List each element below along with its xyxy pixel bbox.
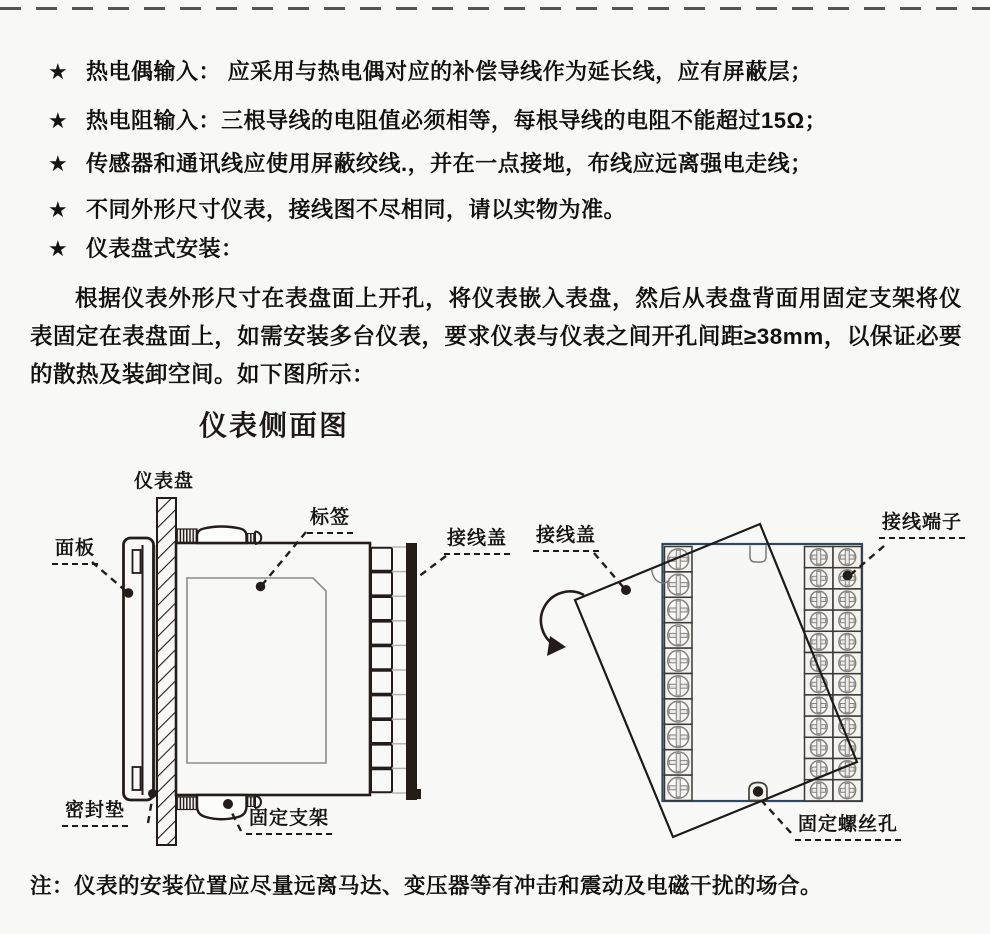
screw-head-icon (668, 600, 689, 621)
terminal-cell (805, 695, 834, 716)
instrument-body (176, 543, 370, 795)
terminal-cell (833, 653, 862, 674)
terminal-cell (371, 769, 392, 792)
terminal-cell (805, 568, 834, 589)
bullet-list (48, 58, 968, 262)
terminal-cell (805, 610, 834, 631)
label-sticker: 标签 (307, 508, 353, 534)
bullet-item (48, 107, 968, 134)
label-fixing-bracket: 固定支架 (246, 809, 332, 835)
fixing-bracket-bottom (197, 795, 247, 819)
terminal-cell (665, 674, 693, 699)
terminal-cell (805, 674, 834, 695)
label-front-panel: 面板 (52, 539, 98, 565)
label-seal-gasket: 密封垫 (62, 801, 128, 827)
screw-head-icon (810, 549, 827, 566)
bullet-item (48, 196, 968, 223)
bullet-item (48, 235, 968, 262)
rotation-arrow (541, 591, 584, 646)
terminal-cell (371, 695, 392, 718)
terminal-cell (805, 716, 834, 737)
star-bullet-icon: ★ (48, 59, 68, 84)
screw-head-icon (668, 777, 689, 798)
screw-head-icon (839, 655, 856, 672)
terminal-cell (371, 646, 392, 669)
screw-head-icon (839, 549, 856, 566)
terminal-cell (371, 572, 392, 595)
label-terminal-block: 接线端子 (879, 513, 965, 539)
wiring-cover-tilted (575, 524, 857, 837)
bullet-item (48, 58, 968, 85)
fixing-screw-hole-shape (749, 783, 767, 801)
label-panel-board: 仪表盘 (134, 471, 195, 492)
terminal-cell (833, 737, 862, 758)
screw-head-icon (839, 718, 856, 735)
terminal-cell (833, 759, 862, 780)
screw-head-icon (668, 676, 689, 697)
leader-lines (92, 532, 446, 831)
terminal-cell (805, 547, 834, 568)
label-fixing-screw-hole: 固定螺丝孔 (795, 815, 901, 841)
screw-head-icon (668, 701, 689, 722)
back-view-diagram (541, 524, 884, 837)
terminal-cell (833, 610, 862, 631)
screw-head-icon (839, 676, 856, 693)
instrument-back-body (663, 544, 863, 801)
screw-head-icon (839, 740, 856, 757)
terminal-cell (665, 648, 693, 673)
terminal-cell (371, 597, 392, 620)
terminal-cell (833, 674, 862, 695)
screw-head-icon (810, 782, 827, 799)
screw-head-icon (810, 740, 827, 757)
bullet-text: 不同外形尺寸仪表，接线图不尽相同，请以实物为准。 (86, 197, 627, 222)
screw-head-icon (839, 591, 856, 608)
screw-head-icon (668, 549, 689, 570)
terminal-cell (665, 572, 693, 597)
sticker-area (187, 578, 326, 763)
terminal-cell (833, 780, 862, 801)
screw-head-icon (668, 625, 689, 646)
terminal-cell (805, 737, 834, 758)
terminal-cell (371, 548, 392, 571)
screw-head-icon (839, 612, 856, 629)
screw-head-icon (810, 676, 827, 693)
label-wiring-cover-right: 接线盖 (533, 526, 599, 552)
terminal-cell (371, 720, 392, 743)
front-panel-bezel (124, 538, 154, 800)
terminal-cell (805, 759, 834, 780)
screw-head-icon (810, 570, 827, 587)
side-view-diagram (92, 498, 446, 845)
terminal-cell (665, 597, 693, 622)
fixing-bracket-top (197, 527, 247, 544)
terminal-cell (833, 568, 862, 589)
screw-head-icon (668, 650, 689, 671)
screw-head-icon (810, 655, 827, 672)
bullet-text: 热电偶输入： 应采用与热电偶对应的补偿导线作为延长线，应有屏蔽层； (86, 59, 813, 84)
terminal-cell (371, 745, 392, 768)
screw-head-icon (839, 634, 856, 651)
note-text: 注：仪表的安装位置应尽量远离马达、变压器等有冲击和震动及电磁干扰的场合。 (30, 874, 823, 898)
bullet-text: 传感器和通讯线应使用屏蔽绞线.，并在一点接地，布线应远离强电走线； (86, 151, 813, 176)
seal-gasket-shape (149, 545, 157, 795)
terminal-cell (665, 547, 693, 572)
terminal-cell (665, 775, 693, 800)
star-bullet-icon: ★ (48, 151, 68, 176)
screw-head-icon (668, 574, 689, 595)
star-bullet-icon: ★ (48, 108, 68, 133)
star-bullet-icon: ★ (48, 197, 68, 222)
bullet-item (48, 150, 968, 177)
star-bullet-icon: ★ (48, 236, 68, 261)
bullet-text: 仪表盘式安装： (86, 236, 244, 261)
terminal-cell (805, 653, 834, 674)
terminal-blocks (665, 547, 862, 801)
installation-paragraph: 根据仪表外形尺寸在表盘面上开孔，将仪表嵌入表盘，然后从表盘背面用固定支架将仪表固定在表盘面上，如需安装多台仪表，要求仪表与仪表之间开孔间距≥38mm，以保证必要的散热及装卸空间。如下图所示： (30, 286, 962, 387)
side-terminal-strip (371, 547, 406, 793)
screw-head-icon (839, 697, 856, 714)
terminal-cell (833, 631, 862, 652)
terminal-cell (833, 695, 862, 716)
terminal-cell (665, 623, 693, 648)
terminal-cell (805, 780, 834, 801)
diagram-title: 仪表侧面图 (199, 411, 350, 442)
leader-lines (594, 546, 884, 834)
screw-head-icon (839, 570, 856, 587)
terminal-cell (665, 724, 693, 749)
terminal-cell (665, 699, 693, 724)
screw-head-icon (839, 782, 856, 799)
terminal-cell (665, 750, 693, 775)
terminal-cell (833, 589, 862, 610)
terminal-cell (805, 589, 834, 610)
top-dashed-divider (0, 7, 990, 10)
terminal-cell (833, 716, 862, 737)
screw-head-icon (839, 761, 856, 778)
screw-head-icon (810, 697, 827, 714)
screw-head-icon (810, 591, 827, 608)
screw-head-icon (810, 718, 827, 735)
terminal-cell (833, 547, 862, 568)
panel-board-hatched-bar (157, 498, 176, 845)
terminal-cell (371, 671, 392, 694)
screw-head-icon (810, 634, 827, 651)
screw-head-icon (810, 761, 827, 778)
terminal-cell (371, 622, 392, 645)
screw-head-icon (668, 752, 689, 773)
screw-head-icon (810, 612, 827, 629)
terminal-cell (805, 631, 834, 652)
screw-head-icon (668, 727, 689, 748)
wiring-cover-bar (406, 543, 417, 800)
label-wiring-cover-left: 接线盖 (444, 529, 510, 555)
bullet-text: 热电阻输入：三根导线的电阻值必须相等，每根导线的电阻不能超过15Ω； (86, 108, 828, 133)
